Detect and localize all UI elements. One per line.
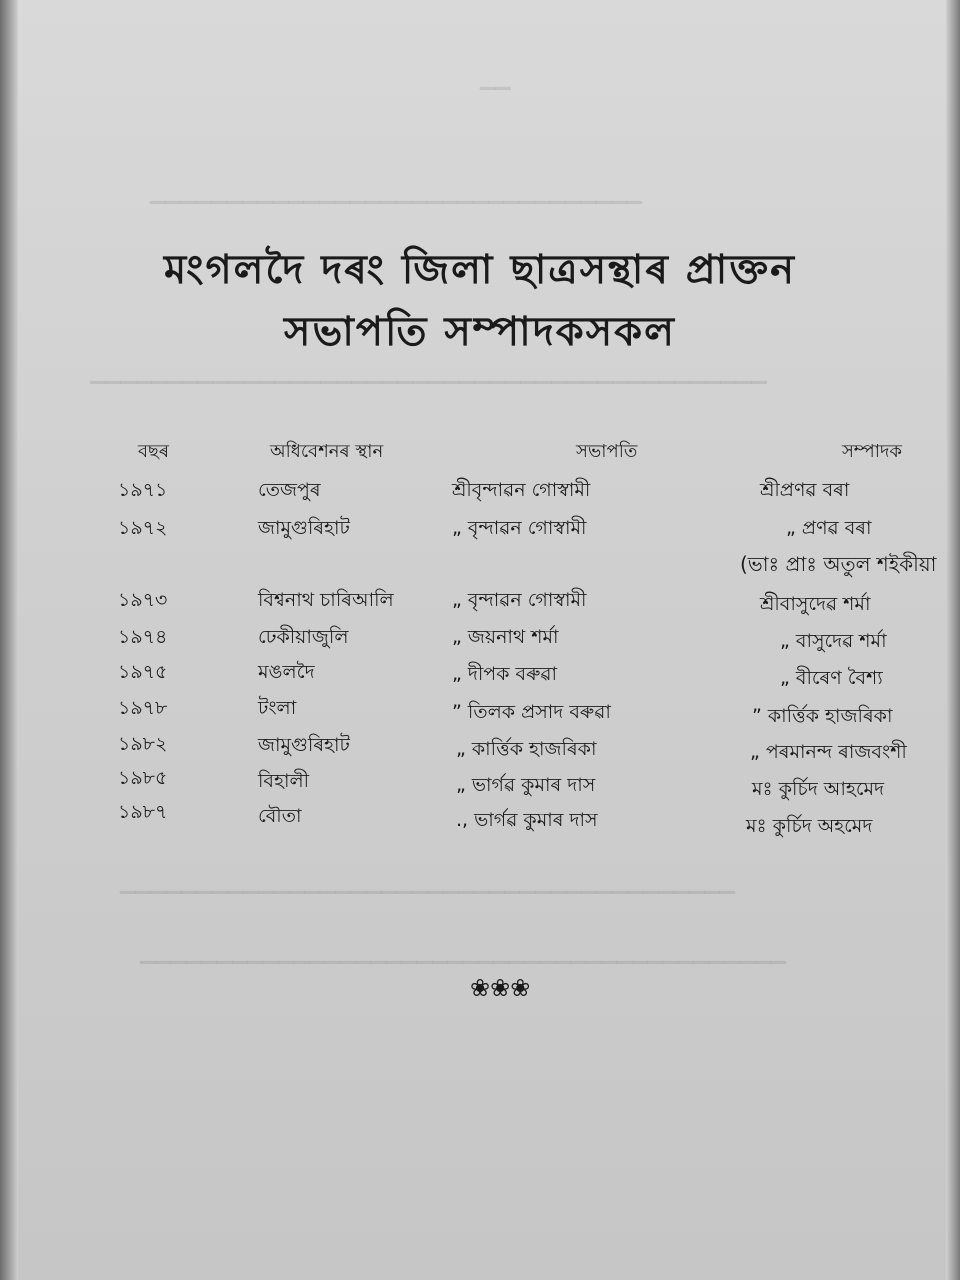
row-venue: জামুগুৰিহাট: [258, 517, 350, 539]
row-year: ১৯৮৫: [118, 767, 168, 789]
row-year: ১৯৮২: [118, 733, 168, 755]
row-secretary: শ্ৰীবাসুদেৱ শৰ্মা: [760, 593, 871, 615]
row-venue: বৌতা: [258, 805, 302, 827]
row-year: ১৯৭৪: [118, 626, 168, 648]
header-president: সভাপতি: [576, 441, 638, 462]
row-president: „ জয়নাথ শৰ্মা: [452, 626, 559, 648]
row-president: „ বৃন্দাৱন গোস্বামী: [452, 517, 587, 539]
row-venue: জামুগুৰিহাট: [258, 734, 350, 756]
bleed-through: ▁▁▁▁▁▁▁▁▁▁▁▁▁▁▁▁▁▁▁▁▁▁▁▁▁▁▁▁▁▁▁▁▁▁▁▁▁▁▁▁▁▁: [140, 940, 786, 964]
row-president: ., ভাৰ্গৱ কুমাৰ দাস: [456, 809, 598, 831]
row-venue: বিশ্বনাথ চাৰিআলি: [258, 589, 394, 611]
row-year: ১৯৭১: [118, 479, 168, 501]
row-year: ১৯৭৩: [118, 589, 168, 611]
row-venue: তেজপুৰ: [258, 479, 321, 501]
row-venue: মঙলদৈ: [258, 661, 315, 683]
row-year: ১৯৭২: [118, 517, 168, 539]
row-secretary: „ বীৰেণ বৈশ্য: [780, 667, 883, 689]
bleed-through: ▁▁▁▁▁▁▁▁▁▁▁▁▁▁▁▁▁▁▁▁▁▁▁▁▁▁▁▁▁▁▁▁▁▁▁▁▁▁▁▁▁▁▁▁: [90, 360, 767, 384]
bleed-through: ▁▁▁▁▁▁▁▁▁▁▁▁▁▁▁▁▁▁▁▁▁▁▁▁▁▁▁▁▁▁▁▁: [150, 180, 643, 204]
ornament-icon: ❀❀❀: [470, 974, 531, 1002]
row-president: „ বৃন্দাৱন গোস্বামী: [452, 589, 587, 611]
row-secretary: ” কাৰ্ত্তিক হাজৰিকা: [752, 705, 893, 727]
page-edge-left: [0, 0, 18, 1280]
row-secretary: শ্ৰীপ্ৰণৱ বৰা: [760, 479, 850, 501]
row-year: ১৯৮৭: [118, 801, 168, 823]
row-year: ১৯৭৮: [118, 697, 168, 719]
page-title-line1: মংগলদৈ দৰং জিলা ছাত্ৰসন্থাৰ প্ৰাক্তন: [164, 247, 796, 293]
bleed-through: ▁▁: [480, 66, 511, 90]
row-president: „ দীপক বৰুৱা: [452, 663, 558, 685]
page-title-line2: সভাপতি সম্পাদকসকল: [284, 309, 676, 355]
secretary-note: (ভাঃ প্ৰাঃ অতুল শইকীয়া: [740, 552, 937, 576]
row-year: ১৯৭৫: [118, 661, 168, 683]
row-venue: টংলা: [258, 697, 297, 719]
row-secretary: মঃ কুৰ্চিদ অহমেদ: [746, 815, 873, 837]
row-secretary: „ বাসুদেৱ শৰ্মা: [780, 630, 887, 652]
row-secretary: „ প্ৰণৱ বৰা: [786, 517, 872, 539]
bleed-through: ▁▁▁▁▁▁▁▁▁▁▁▁▁▁▁▁▁▁▁▁▁▁▁▁▁▁▁▁▁▁▁▁▁▁▁▁▁▁▁▁: [120, 870, 736, 894]
row-venue: ঢেকীয়াজুলি: [258, 626, 349, 648]
row-president: ” তিলক প্ৰসাদ বৰুৱা: [452, 701, 611, 723]
row-secretary: „ পৰমানন্দ ৰাজবংশী: [750, 741, 907, 763]
header-venue: অধিবেশনৰ স্থান: [270, 441, 384, 462]
row-president: „ কাৰ্ত্তিক হাজৰিকা: [456, 738, 597, 760]
header-secretary: সম্পাদক: [842, 441, 903, 462]
row-president: „ ভাৰ্গৱ কুমাৰ দাস: [456, 774, 596, 796]
row-president: শ্ৰীবৃন্দাৱন গোস্বামী: [452, 479, 591, 501]
row-secretary: মঃ কুৰ্চিদ আহমেদ: [752, 778, 885, 800]
page-edge-right: [946, 0, 960, 1280]
header-year: বছৰ: [138, 441, 170, 462]
row-venue: বিহালী: [258, 770, 310, 792]
